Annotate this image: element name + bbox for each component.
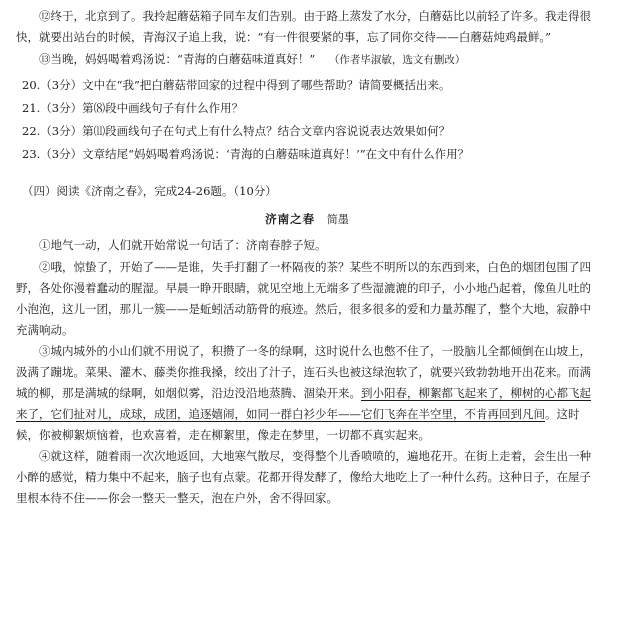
para3-underlined-sentence: 到小阳春，柳絮都飞起来了，柳树的心都飞起来了，它们扯对儿，成球，成团，追逐嬉闹，如同一群白衫少年——它们飞奔在半空里，不肯再回到凡间	[16, 386, 591, 421]
para3-text-after: 。这时候，你被柳絮烦恼着，也欢喜着，走在柳絮里，像走在梦里，一切都不真实起来。	[16, 407, 580, 442]
paragraph-13-text: ⑬当晚，妈妈喝着鸡汤说：“青海的白蘑菇味道真好！”	[39, 52, 316, 66]
question-23: 23.（3分）文章结尾“妈妈喝着鸡汤说：‘青海的白蘑菇味道真好！’”在文中有什么作用？	[22, 147, 470, 161]
paragraph-13	[16, 48, 598, 72]
article-body	[16, 234, 598, 509]
article-paragraph-1: ①地气一动，人们就开始常说一句话了：济南春脖子短。	[39, 238, 327, 252]
section-4-heading: （四）阅读《济南之春》，完成24-26题。（10分）	[22, 184, 277, 198]
question-21: 21.（3分）第⑻段中画线句子有什么作用？	[22, 101, 244, 115]
question-list	[16, 74, 598, 166]
article-title: 济南之春	[265, 212, 316, 226]
source-note: （作者毕淑敏，选文有删改）	[328, 54, 466, 66]
story-ending	[16, 6, 598, 72]
question-20: 20.（3分）文中在“我”把白蘑菇带回家的过程中得到了哪些帮助？请简要概括出来。	[22, 78, 451, 92]
article-author: 简墨	[326, 213, 349, 226]
article-paragraph-4: ④就这样，随着雨一次次地返回，大地寒气散尽，变得整个儿香喷喷的，遍地花开。在街上走着，会生出一种小醉的感觉，精力集中不起来，脑子也有点蒙。花都开得发酵了，像给大地吃上了一种什么药。这种日子，在屋子里根本待不住——你会一整天一整天，泡在户外，舍不得回家。	[16, 449, 591, 505]
article-paragraph-3	[16, 341, 598, 446]
para3-text-before: ③城内城外的小山们就不用说了，积攒了一冬的绿啊，这时说什么也憋不住了，一股脑儿全都倾倒在山坡上，汲满了蹦垅。菜果、灌木、藤类你推我搡，绞出了汁子，连石头也被这绿泡软了，就要兴致勃勃地开出花来。而满城的柳，那是满城的绿啊，如烟似雾，沿边没沿地蒸腾、涸染开来。	[16, 344, 591, 400]
article-paragraph-2: ②哦，惊蛰了，开始了——是谁，失手打翻了一杯隔夜的茶？某些不明所以的东西到来，白色的烟团包围了四野，各处你漫着蠢动的腥湿。早晨一睁开眼睛，就见空地上无端多了些湿漉漉的印子，小小地凸起着，像鱼儿吐的小泡泡，这儿一团，那儿一簇——是蚯蚓活动筋骨的痕迹。然后，很多很多的爱和力量苏醒了，整个大地，寂静中充满响动。	[16, 260, 591, 337]
question-22: 22.（3分）第⑾段画线句子在句式上有什么特点？结合文章内容说说表达效果如何？	[22, 124, 451, 138]
paragraph-12: ⑫终于，北京到了。我拎起蘑菇箱子同车友们告别。由于路上蒸发了水分，白蘑菇比以前轻了许多。我走得很快，就要出站台的时候，青海汉子追上我，说：“有一件很要紧的事，忘了同你交待——白蘑菇炖鸡最鲜。”	[16, 9, 591, 44]
article-title-row	[16, 207, 598, 232]
